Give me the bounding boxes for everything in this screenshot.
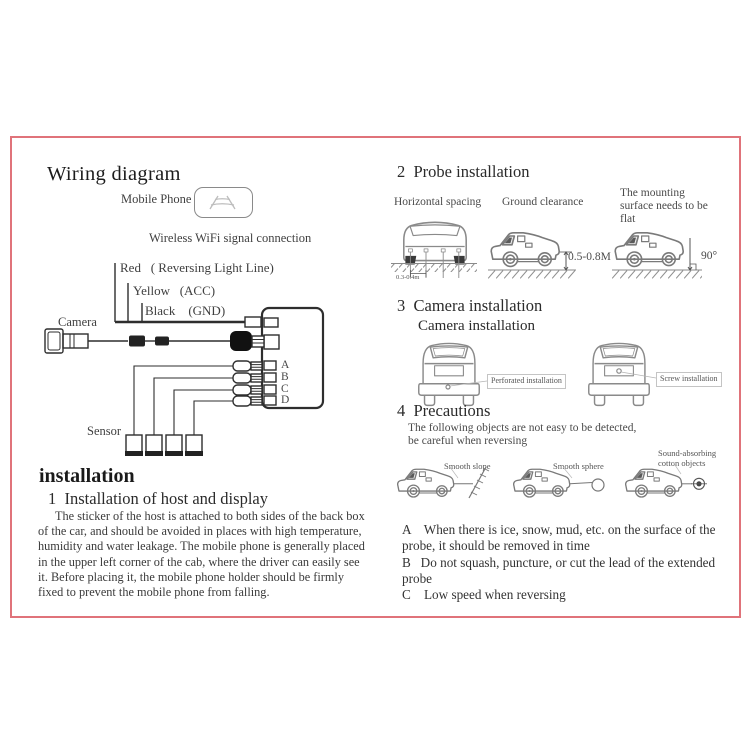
car-side-mounting-surface-drawing <box>612 216 714 286</box>
wire-label-yellow: Yellow (ACC) <box>133 283 216 298</box>
precaution-objects-drawing <box>393 452 725 514</box>
precautions-title: 4 Precautions <box>397 401 491 420</box>
perforated-installation-callout: Perforated installation <box>487 374 566 389</box>
port-label-c: C <box>281 383 289 395</box>
mobile-phone-label: Mobile Phone <box>121 192 192 206</box>
probe-fig2-dimension: 0.5-0.8M <box>568 251 611 263</box>
installation-subtitle: 1 Installation of host and display <box>48 489 268 508</box>
installation-title: installation <box>39 465 135 487</box>
wire-label-red: Red ( Reversing Light Line) <box>120 260 274 275</box>
wiring-diagram-drawing <box>40 255 340 465</box>
object-label-sound-absorbing: Sound-absorbing cotton objects <box>658 448 717 468</box>
screw-installation-callout: Screw installation <box>656 372 722 387</box>
port-label-a: A <box>281 359 290 371</box>
probe-fig3-dimension: 90° <box>701 250 718 262</box>
probe-fig3-label: The mounting surface needs to be flat <box>620 187 708 226</box>
port-label-b: B <box>281 371 289 383</box>
camera-section-subtitle: Camera installation <box>418 318 536 334</box>
precaution-note-a: A When there is ice, snow, mud, etc. on the surface of the probe, it should be removed in time <box>402 522 719 554</box>
camera-section-title: 3 Camera installation <box>397 296 543 315</box>
car-side-ground-clearance-drawing <box>488 216 576 286</box>
installation-body: The sticker of the host is attached to both sides of the back box of the car, and should be avoided in places with high temperature, humidity and water leakage. The mobile phone is generally placed in the upper left corner of the cab, where the driver can easily see it. Before placing it, the mobile phone holder should be firmly fixed to prevent the mobile phone from falling. <box>38 509 365 600</box>
precaution-note-c: C Low speed when reversing <box>402 587 566 603</box>
mobile-phone-icon <box>194 187 253 218</box>
wiring-diagram-title: Wiring diagram <box>47 163 181 185</box>
probe-fig2-label: Ground clearance <box>502 196 584 208</box>
sensor-label: Sensor <box>87 424 122 438</box>
phone-screen-guidelines-icon <box>195 188 250 215</box>
probe-fig1-label: Horizontal spacing <box>394 196 482 208</box>
camera-label: Camera <box>58 315 97 329</box>
precautions-intro-1: The following objects are not easy to be detected, <box>408 422 637 434</box>
probe-fig1-dimension: 0.3-0.4m <box>396 274 420 281</box>
wifi-caption: Wireless WiFi signal connection <box>149 231 312 245</box>
precaution-notes <box>402 522 734 603</box>
object-label-smooth-slope: Smooth slope <box>444 461 491 471</box>
object-label-smooth-sphere: Smooth sphere <box>553 461 604 471</box>
precaution-note-b: B Do not squash, puncture, or cut the lead of the extended probe <box>402 554 719 586</box>
wire-label-black: Black (GND) <box>145 303 226 318</box>
precautions-intro-2: be careful when reversing <box>408 435 528 447</box>
port-label-d: D <box>281 394 290 406</box>
probe-section-title: 2 Probe installation <box>397 162 530 181</box>
